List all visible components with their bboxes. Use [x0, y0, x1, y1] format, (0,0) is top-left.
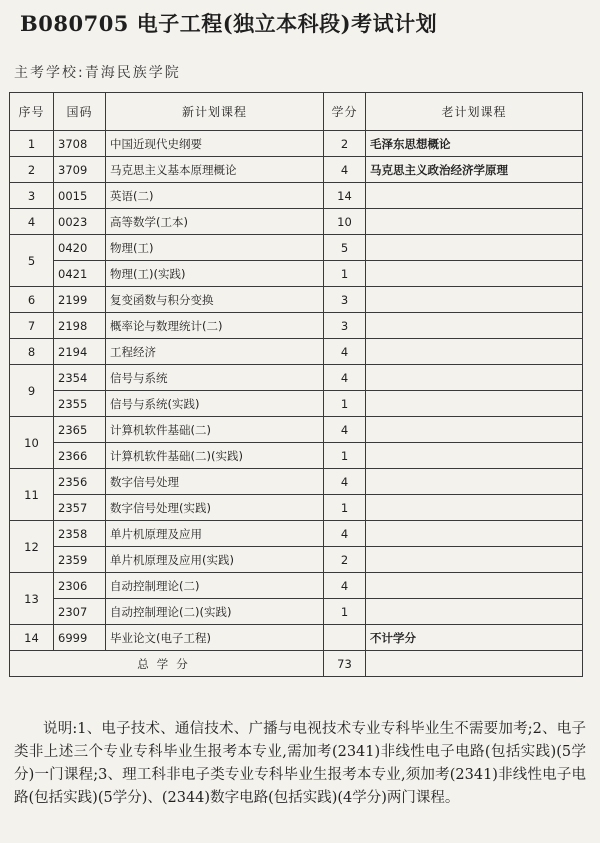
course-name: 概率论与数理统计(二)	[106, 313, 324, 339]
course-credit	[324, 625, 366, 651]
course-credit: 4	[324, 417, 366, 443]
course-name: 单片机原理及应用	[106, 521, 324, 547]
exam-school: 主考学校:青海民族学院	[14, 65, 181, 81]
course-credit: 1	[324, 391, 366, 417]
course-name: 计算机软件基础(二)(实践)	[106, 443, 324, 469]
row-idx: 7	[10, 313, 54, 339]
course-name: 自动控制理论(二)(实践)	[106, 599, 324, 625]
table-row	[10, 495, 583, 521]
table-row	[10, 287, 583, 313]
old-course-name	[366, 417, 583, 443]
row-idx: 4	[10, 209, 54, 235]
course-name: 英语(二)	[106, 183, 324, 209]
course-name: 中国近现代史纲要	[106, 131, 324, 157]
course-code: 0023	[54, 209, 106, 235]
course-credit: 4	[324, 365, 366, 391]
course-code: 6999	[54, 625, 106, 651]
row-idx: 12	[10, 521, 54, 573]
course-code: 0420	[54, 235, 106, 261]
old-course-name	[366, 599, 583, 625]
course-code: 2306	[54, 573, 106, 599]
row-idx: 13	[10, 573, 54, 625]
course-credit: 4	[324, 339, 366, 365]
table-row	[10, 261, 583, 287]
explanatory-note: 说明:1、电子技术、通信技术、广播与电视技术专业专科毕业生不需要加考;2、电子类非上述三个专业专科毕业生报考本专业,需加考(2341)非线性电子电路(包括实践)(5学分)一门课程;3、理工科非电子类专业专科毕业生报考本专业,须加考(2341)非线性电子电路(包括实践)(5学分)、(2344)数字电路(包括实践)(4学分)两门课程。	[14, 721, 586, 806]
table-row	[10, 365, 583, 391]
old-course-name	[366, 209, 583, 235]
old-course-name: 不计学分	[366, 625, 583, 651]
course-code: 2355	[54, 391, 106, 417]
course-code: 3708	[54, 131, 106, 157]
table-row	[10, 183, 583, 209]
course-code: 2366	[54, 443, 106, 469]
old-course-name	[366, 287, 583, 313]
course-code: 0015	[54, 183, 106, 209]
old-course-name: 马克思主义政治经济学原理	[366, 157, 583, 183]
course-name: 单片机原理及应用(实践)	[106, 547, 324, 573]
table-row	[10, 131, 583, 157]
table-row	[10, 235, 583, 261]
course-credit: 4	[324, 573, 366, 599]
course-credit: 14	[324, 183, 366, 209]
course-name: 复变函数与积分变换	[106, 287, 324, 313]
course-code: 2357	[54, 495, 106, 521]
row-idx: 10	[10, 417, 54, 469]
old-course-name	[366, 261, 583, 287]
header-code: 国码	[54, 93, 106, 131]
table-row	[10, 547, 583, 573]
table-row	[10, 573, 583, 599]
old-course-name	[366, 521, 583, 547]
table-row	[10, 443, 583, 469]
page-title: B080705 电子工程(独立本科段)考试计划	[20, 11, 438, 36]
course-name: 高等数学(工本)	[106, 209, 324, 235]
course-name: 信号与系统	[106, 365, 324, 391]
course-credit: 5	[324, 235, 366, 261]
course-name: 数字信号处理	[106, 469, 324, 495]
row-idx: 3	[10, 183, 54, 209]
row-idx: 11	[10, 469, 54, 521]
course-credit: 4	[324, 157, 366, 183]
old-course-name: 毛泽东思想概论	[366, 131, 583, 157]
row-idx: 1	[10, 131, 54, 157]
course-name: 马克思主义基本原理概论	[106, 157, 324, 183]
header-old-course: 老计划课程	[366, 93, 583, 131]
table-header-row	[10, 93, 583, 131]
old-course-name	[366, 235, 583, 261]
table-row	[10, 209, 583, 235]
course-credit: 4	[324, 521, 366, 547]
old-course-name	[366, 365, 583, 391]
row-idx: 5	[10, 235, 54, 287]
exam-plan-table	[9, 92, 583, 677]
row-idx: 6	[10, 287, 54, 313]
course-name: 工程经济	[106, 339, 324, 365]
total-credit: 73	[324, 651, 366, 677]
course-credit: 1	[324, 495, 366, 521]
course-name: 毕业论文(电子工程)	[106, 625, 324, 651]
header-credit: 学分	[324, 93, 366, 131]
course-code: 2199	[54, 287, 106, 313]
row-idx: 9	[10, 365, 54, 417]
course-credit: 1	[324, 443, 366, 469]
total-row	[10, 651, 583, 677]
old-course-name	[366, 547, 583, 573]
old-course-name	[366, 469, 583, 495]
header-idx: 序号	[10, 93, 54, 131]
course-code: 2307	[54, 599, 106, 625]
course-credit: 4	[324, 469, 366, 495]
course-code: 2354	[54, 365, 106, 391]
header-new-course: 新计划课程	[106, 93, 324, 131]
table-row	[10, 625, 583, 651]
course-credit: 2	[324, 131, 366, 157]
table-row	[10, 521, 583, 547]
course-name: 数字信号处理(实践)	[106, 495, 324, 521]
course-credit: 2	[324, 547, 366, 573]
old-course-name	[366, 443, 583, 469]
table-row	[10, 599, 583, 625]
course-name: 物理(工)	[106, 235, 324, 261]
total-old-course	[366, 651, 583, 677]
table-row	[10, 417, 583, 443]
total-label: 总学分	[10, 651, 324, 677]
course-code: 2359	[54, 547, 106, 573]
course-code: 2356	[54, 469, 106, 495]
table-row	[10, 313, 583, 339]
row-idx: 2	[10, 157, 54, 183]
row-idx: 8	[10, 339, 54, 365]
course-name: 物理(工)(实践)	[106, 261, 324, 287]
course-credit: 1	[324, 599, 366, 625]
course-code: 2365	[54, 417, 106, 443]
course-name: 信号与系统(实践)	[106, 391, 324, 417]
old-course-name	[366, 313, 583, 339]
course-name: 自动控制理论(二)	[106, 573, 324, 599]
course-name: 计算机软件基础(二)	[106, 417, 324, 443]
course-code: 2194	[54, 339, 106, 365]
course-credit: 1	[324, 261, 366, 287]
old-course-name	[366, 339, 583, 365]
table-row	[10, 339, 583, 365]
old-course-name	[366, 183, 583, 209]
row-idx: 14	[10, 625, 54, 651]
old-course-name	[366, 391, 583, 417]
old-course-name	[366, 573, 583, 599]
table-body	[10, 131, 583, 651]
course-credit: 10	[324, 209, 366, 235]
table-row	[10, 157, 583, 183]
table-row	[10, 469, 583, 495]
old-course-name	[366, 495, 583, 521]
course-credit: 3	[324, 287, 366, 313]
course-code: 0421	[54, 261, 106, 287]
course-code: 3709	[54, 157, 106, 183]
course-credit: 3	[324, 313, 366, 339]
course-code: 2358	[54, 521, 106, 547]
table-row	[10, 391, 583, 417]
course-code: 2198	[54, 313, 106, 339]
